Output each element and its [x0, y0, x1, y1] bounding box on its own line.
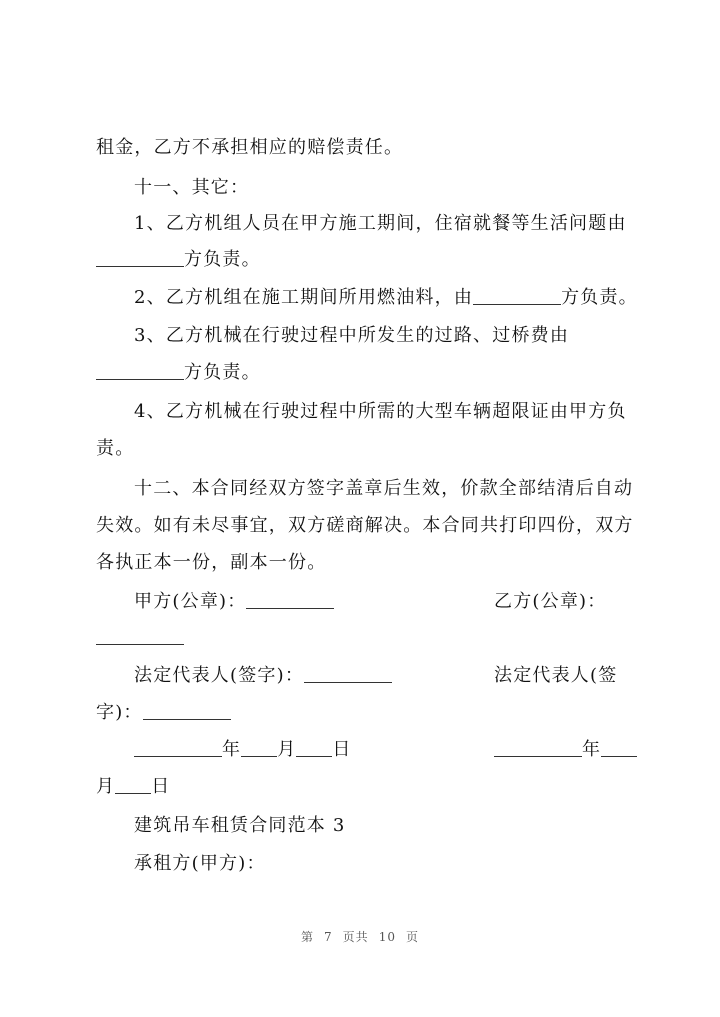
section-12-cont: 各执正本一份，副本一份。 [96, 552, 327, 573]
section-12-cont: 失效。如有未尽事宜，双方磋商解决。本合同共打印四份，双方 [96, 515, 634, 536]
date-a [134, 738, 352, 762]
clause-1: 1、乙方机组人员在甲方施工期间，住宿就餐等生活问题由 [134, 213, 627, 234]
lessee-label: 承租方(甲方)： [134, 853, 266, 874]
footer-text: 第 [301, 930, 315, 944]
contract-title: 建筑吊车租赁合同范本 3 [134, 815, 346, 836]
clause-4: 4、乙方机械在行驶过程中所需的大型车辆超限证由甲方负 [134, 401, 627, 422]
clause-text: 方负责。 [184, 249, 261, 270]
day-label: 日 [332, 739, 352, 760]
blank-field [241, 738, 277, 757]
clause-3-cont [96, 361, 261, 385]
blank-field [134, 738, 222, 757]
clause-3: 3、乙方机械在行驶过程中所发生的过路、过桥费由 [134, 325, 570, 346]
clause-2 [134, 286, 638, 310]
current-page: 7 [324, 930, 333, 944]
blank-field [473, 286, 561, 305]
blank-field [494, 738, 582, 757]
date-b-cont [96, 775, 170, 799]
body-line: 租金，乙方不承担相应的赔偿责任。 [96, 137, 404, 158]
month-label: 月 [277, 739, 297, 760]
clause-text: 方负责。 [561, 287, 638, 308]
rep-b-sign: 法定代表人(签 [494, 665, 618, 686]
section-12: 十二、本合同经双方签字盖章后生效，价款全部结清后自动 [134, 478, 634, 499]
year-label: 年 [222, 739, 242, 760]
month-label: 月 [96, 776, 116, 797]
blank-field [143, 701, 231, 720]
blank-field [96, 626, 184, 645]
blank-field [601, 738, 637, 757]
rep-a-sign [134, 664, 392, 688]
party-b-seal-blank [96, 626, 184, 650]
blank-field [96, 361, 184, 380]
clause-text: 2、乙方机组在施工期间所用燃油料，由 [134, 287, 474, 308]
blank-field [246, 590, 334, 609]
day-label: 日 [151, 776, 171, 797]
clause-4-cont: 责。 [96, 438, 135, 459]
blank-field [304, 664, 392, 683]
blank-field [96, 248, 184, 267]
footer-text: 页 [405, 930, 419, 944]
total-pages: 10 [378, 930, 396, 944]
label: 法定代表人(签字)： [134, 665, 305, 686]
page-footer [0, 928, 720, 945]
clause-1-cont [96, 248, 261, 272]
footer-text: 页共 [342, 930, 369, 944]
blank-field [296, 738, 332, 757]
year-label: 年 [582, 739, 602, 760]
date-b [494, 738, 637, 762]
party-b-seal: 乙方(公章)： [494, 591, 607, 612]
label: 字)： [96, 702, 143, 723]
party-a-seal [134, 590, 334, 614]
section-heading: 十一、其它： [134, 177, 250, 198]
rep-b-sign-cont [96, 701, 231, 725]
label: 甲方(公章)： [134, 591, 247, 612]
blank-field [115, 775, 151, 794]
clause-text: 方负责。 [184, 362, 261, 383]
